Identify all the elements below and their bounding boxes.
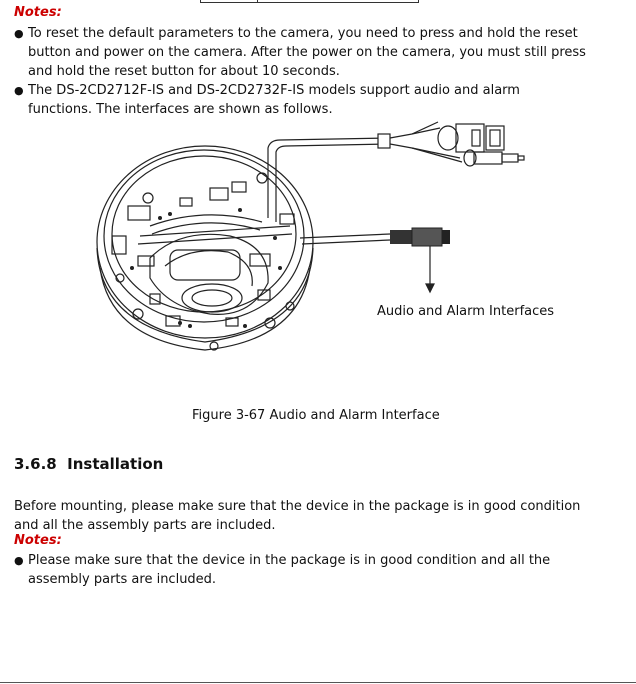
network-connector-drawing [438, 124, 504, 152]
camera-audio-alarm-figure [0, 118, 636, 398]
figure-caption: Figure 3-67 Audio and Alarm Interface [192, 408, 440, 423]
note-text: The DS-2CD2712F-IS and DS-2CD2732F-IS models support audio and alarm functions. The interfaces are shown as follows. [28, 83, 520, 117]
page-bottom-rule [0, 682, 636, 683]
table-remnant-border [257, 0, 258, 3]
camera-housing-outer [97, 146, 313, 338]
table-remnant-border [200, 2, 418, 3]
bullet-dot-icon: ● [14, 554, 24, 567]
bullet-dot-icon: ● [14, 27, 24, 40]
note-bullet [14, 551, 588, 589]
note-text: Please make sure that the device in the package is in good condition and all the assembly parts are included. [28, 553, 551, 587]
note-bullet [14, 24, 588, 81]
section-intro: Before mounting, please make sure that the device in the package is in good condition and all the assembly parts are included. [14, 499, 581, 533]
notes-list [14, 24, 588, 119]
audio-alarm-connector-drawing [390, 228, 450, 246]
notes-list [14, 551, 588, 589]
callout-arrow-icon [426, 246, 434, 292]
notes-label: Notes: [14, 5, 62, 20]
section-heading [14, 455, 163, 473]
section-number: 3.6.8 [14, 455, 57, 473]
table-remnant-border [418, 0, 419, 3]
camera-housing-rim [104, 150, 304, 322]
bullet-dot-icon: ● [14, 84, 24, 97]
figure-callout-label: Audio and Alarm Interfaces [377, 304, 555, 319]
notes-label: Notes: [14, 533, 62, 548]
note-bullet [14, 81, 588, 119]
note-text: To reset the default parameters to the camera, you need to press and hold the reset button and power on the camera. After the power on the camera, you must still press and hold the reset button for about 10 seconds. [28, 26, 586, 79]
section-title: Installation [67, 455, 164, 473]
table-remnant-border [200, 0, 201, 3]
